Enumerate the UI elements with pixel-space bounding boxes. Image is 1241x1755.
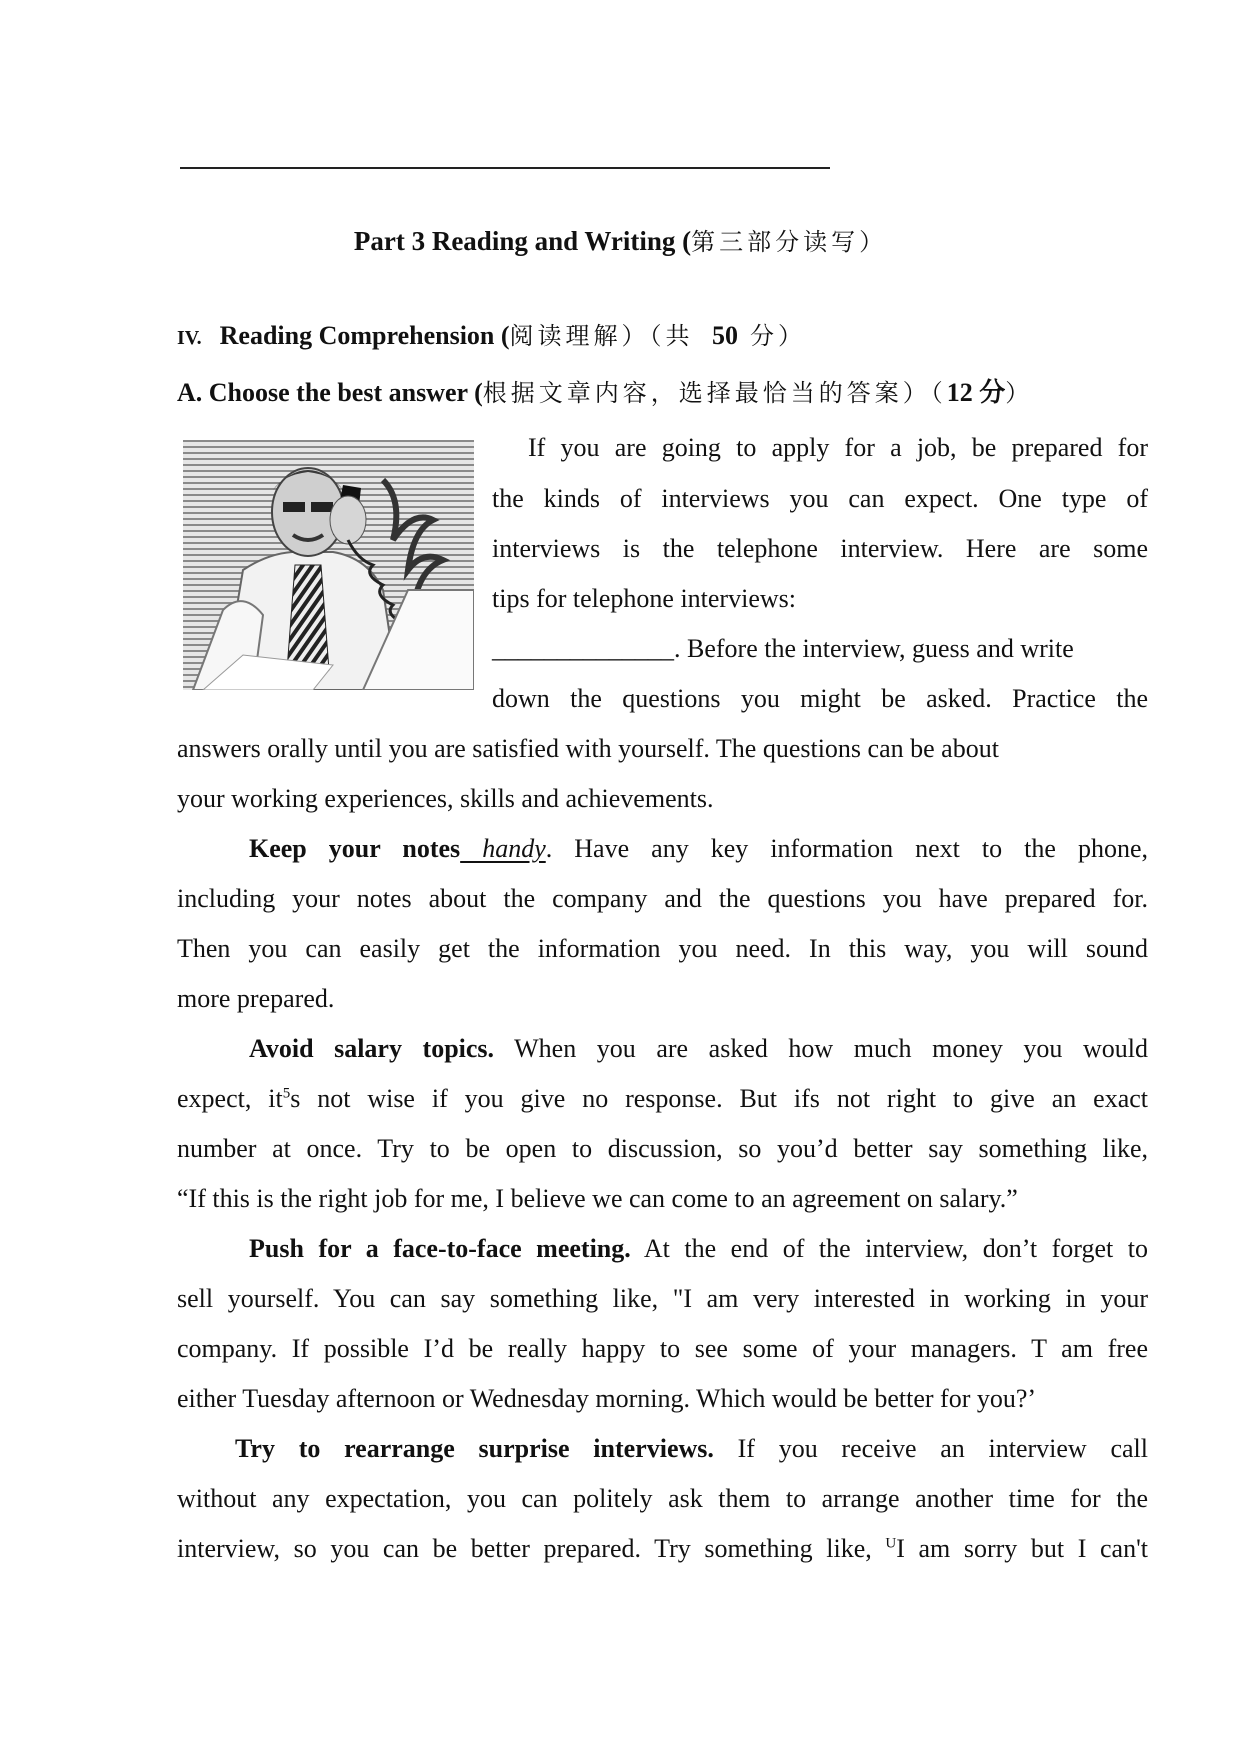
tip-surprise-line: interview, so you can be better prepared. Try something like, $^U$I am sorry but I can't [177,1534,1148,1563]
tip-notes-heading-line: Keep your notes handy. Have any key information next to the phone, [249,834,1148,863]
passage-intro-line: the kinds of interviews you can expect. One type of [492,484,1148,513]
tip-notes-line: including your notes about the company and the questions you have prepared for. [177,884,1148,913]
businessman-phone-photo [183,440,474,690]
tip-meeting-line: either Tuesday afternoon or Wednesday morning. Which would be better for you?’ [177,1384,1037,1413]
tip-meeting-heading-line: Push for a face-to-face meeting. At the end of the interview, don’t forget to [249,1234,1148,1263]
tip-one-line: your working experiences, skills and achievements. [177,784,714,813]
top-rule [180,167,830,169]
tip-surprise-heading-line: Try to rearrange surprise interviews. If you receive an interview call [235,1434,1148,1463]
underlined-word-handy: handy [460,834,546,863]
tip-surprise-line: without any expectation, you can politely ask them to arrange another time for the [177,1484,1148,1513]
section-iv-heading: IV. Reading Comprehension (阅读理解）（共 50 分） [177,321,807,350]
tip-one-line: answers orally until you are satisfied with yourself. The questions can be about [177,734,999,763]
tip-salary-heading-line: Avoid salary topics. When you are asked how much money you would [249,1034,1148,1063]
passage-intro-line: If you are going to apply for a job, be prepared for [528,433,1148,462]
tip-meeting-line: company. If possible I’d be really happy to see some of your managers. T am free [177,1334,1148,1363]
tip-one-line: down the questions you might be asked. Practice the [492,684,1148,713]
tip-salary-line: “If this is the right job for me, I believe we can come to an agreement on salary.” [177,1184,1018,1213]
tip-notes-line: more prepared. [177,984,335,1013]
section-a-heading: A. Choose the best answer (根据文章内容，选择最恰当的答案）（12 分） [177,378,1034,407]
passage-intro-line: interviews is the telephone interview. Here are some [492,534,1148,563]
tip-one-line: ______________. Before the interview, guess and write [492,634,1074,663]
passage-intro-line: tips for telephone interviews: [492,584,796,613]
tip-notes-line: Then you can easily get the information you need. In this way, you will sound [177,934,1148,963]
answer-blank: ______________ [492,634,674,663]
tip-salary-line: expect, $it^5s$ not wise if you give no response. But ifs not right to give an exact [177,1084,1148,1113]
tip-salary-line: number at once. Try to be open to discussion, so you’d better say something like, [177,1134,1148,1163]
tip-meeting-line: sell yourself. You can say something like, "I am very interested in working in your [177,1284,1148,1313]
part-title: Part 3 Reading and Writing (第三部分读写） [353,226,888,256]
